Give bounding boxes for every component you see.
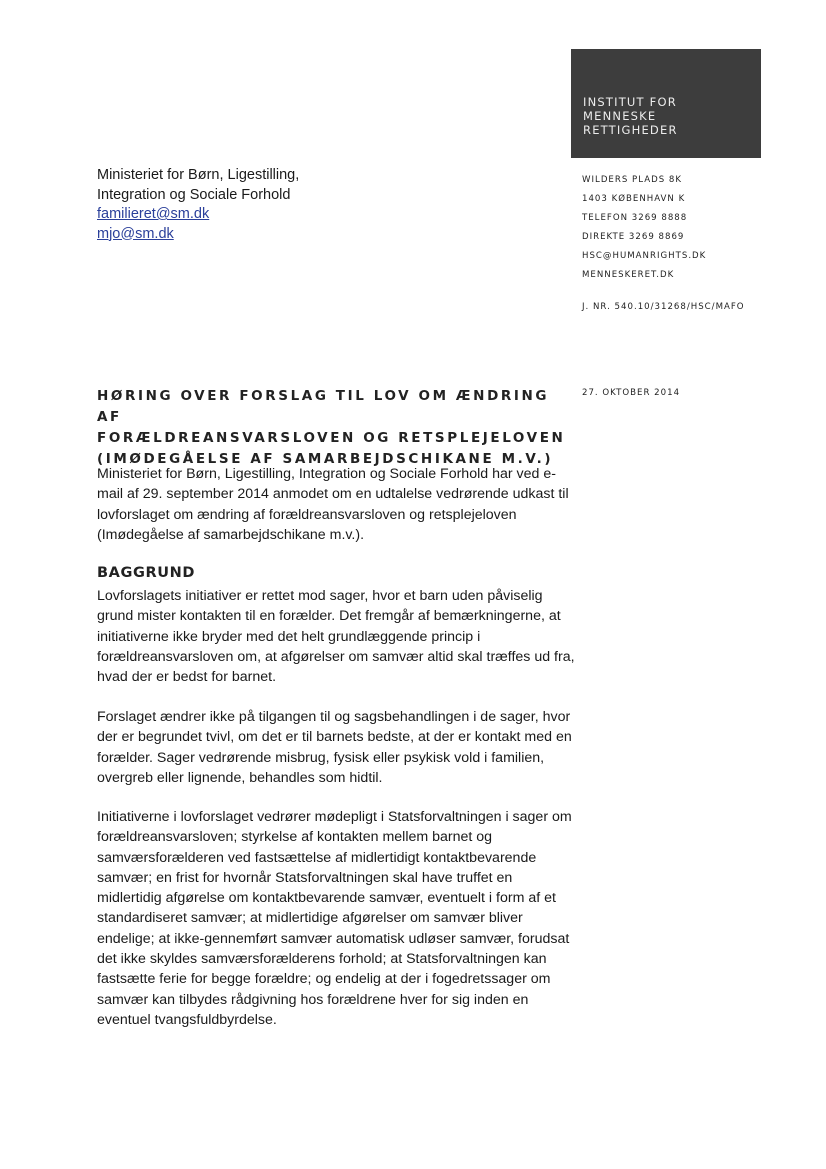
logo-line: MENNESKE (583, 109, 657, 123)
recipient-address (97, 166, 299, 244)
paragraph-text: Lovforslagets initiativer er rettet mod sager, hvor et barn uden påviselig grund mister kontakten til en forælder. Det fremgår af bemærkningerne, at initiativerne ikke bryder med det helt grundlæggende princip i forældreansvarsloven om, at afgørelser om samvær altid skal træffes ud fra, hvad der er bedst for barnet. (97, 588, 575, 686)
sender-website: MENNESKERET.DK (582, 270, 675, 280)
recipient-name-line1: Ministeriet for Børn, Ligestilling, (97, 167, 300, 183)
institute-logo (571, 49, 761, 158)
title-line: (IMØDEGÅELSE AF SAMARBEJDSCHIKANE M.V.) (97, 451, 554, 467)
body-paragraph (97, 707, 579, 788)
title-line: FORÆLDREANSVARSLOVEN OG RETSPLEJELOVEN (97, 430, 566, 446)
body-paragraph (97, 586, 579, 687)
intro-text: Ministeriet for Børn, Ligestilling, Integration og Sociale Forhold har ved e-mail af 29. september 2014 anmodet om en udtalelse vedrørende udkast til lovforslaget om ændring af forældreansvarsloven og retsplejeloven (Imødegåelse af samarbejdschikane m.v.). (97, 466, 569, 543)
logo-line: RETTIGHEDER (583, 123, 678, 137)
document-title (97, 386, 567, 470)
logo-line: INSTITUT FOR (583, 95, 677, 109)
title-line: HØRING OVER FORSLAG TIL LOV OM ÆNDRING AF (97, 388, 550, 425)
paragraph-text: Forslaget ændrer ikke på tilgangen til og sagsbehandlingen i de sager, hvor der er begrundet tvivl, om det er til barnets bedste, at der er kontakt med en forælder. Sager vedrørende misbrug, fysisk eller psykisk vold i familien, overgreb eller lignende, behandles som hidtil. (97, 709, 572, 786)
recipient-email-link[interactable]: mjo@sm.dk (97, 225, 174, 242)
sender-address: WILDERS PLADS 8K (582, 175, 682, 185)
journal-number: J. NR. 540.10/31268/HSC/MAFO (582, 302, 745, 312)
recipient-name-line2: Integration og Sociale Forhold (97, 186, 291, 203)
recipient-email-link[interactable]: familieret@sm.dk (97, 206, 210, 222)
sender-contact-block (582, 171, 706, 285)
paragraph-text: Initiativerne i lovforslaget vedrører mødepligt i Statsforvaltningen i sager om forældreansvarsloven; styrkelse af kontakten mellem barnet og samværsforælderen ved fastsættelse af midlertidigt kontaktbevarende samvær; en frist for hvornår Statsforvaltningen skal have truffet en midlertidig afgørelse om kontaktbevarende samvær, eventuelt i form af et standardiseret samvær; at midlertidige afgørelser om samvær bliver endelige; at ikke-gennemført samvær automatisk udløser samvær, forudsat det ikke skyldes samværsforælderens forhold; at Statsforvaltningen kan fastsætte ferie for begge forældre; og endelig at der i fogedretssager om samvær kan tilbydes rådgivning hos forældrene hver for sig inden en eventuel tvangsfuldbyrdelse. (97, 809, 572, 1028)
sender-email: HSC@HUMANRIGHTS.DK (582, 251, 707, 261)
document-date: 27. OKTOBER 2014 (582, 388, 681, 398)
sender-phone: TELEFON 3269 8888 (582, 213, 688, 223)
sender-direct-phone: DIREKTE 3269 8869 (582, 232, 685, 242)
body-paragraph (97, 807, 579, 1030)
intro-paragraph (97, 464, 579, 545)
sender-city: 1403 KØBENHAVN K (582, 194, 686, 204)
section-heading: BAGGRUND (97, 565, 195, 581)
